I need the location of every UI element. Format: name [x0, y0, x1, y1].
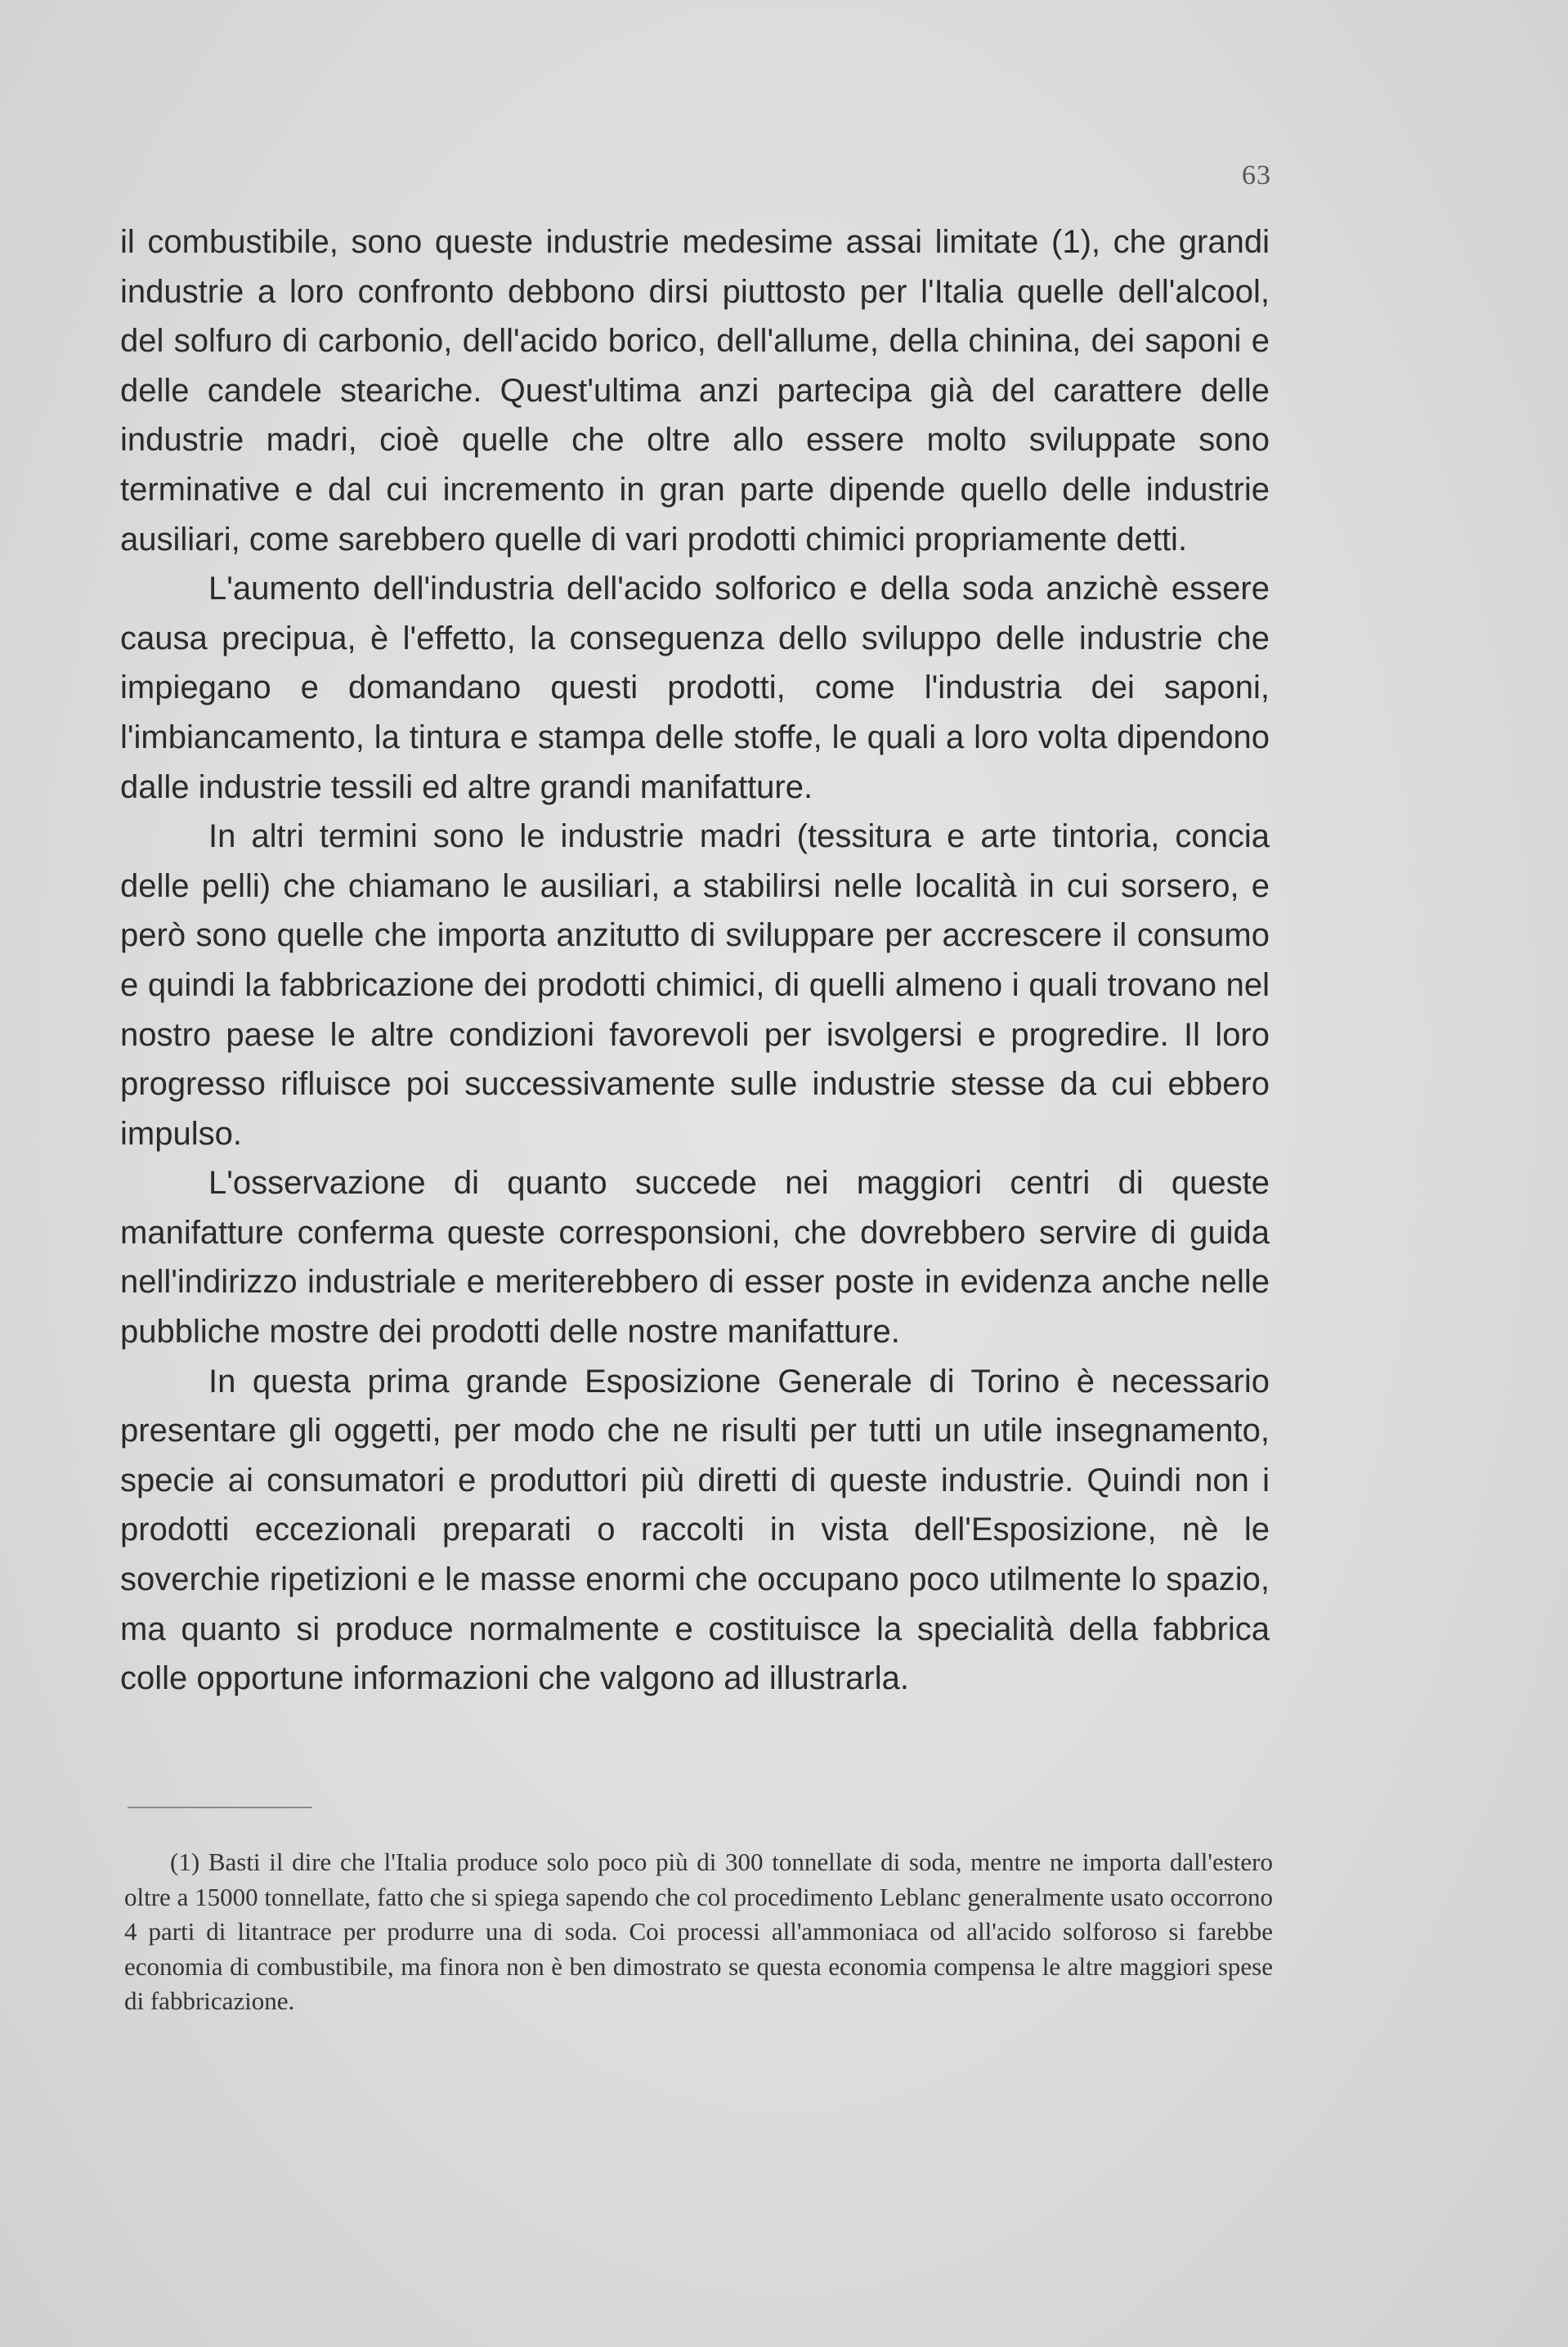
footnote-divider — [128, 1807, 312, 1808]
paragraph-esposizione-torino: In questa prima grande Esposizione Generale di Torino è necessario presentare gli oggetti, per modo che ne risulti per tutti un utile insegnamento, specie ai consumatori e produttori più diretti di queste industrie. Quindi non i prodotti eccezionali preparati o raccolti in vista dell'Esposizione, nè le soverchie ripetizioni e le masse enormi che occupano poco utilmente lo spazio, ma quanto si produce normalmente e costituisce la specialità della fabbrica colle opportune informazioni che valgono ad illustrarla. — [120, 1363, 1270, 1697]
paragraph-acido-solforico: L'aumento dell'industria dell'acido solforico e della soda anzichè essere causa precipua, è l'effetto, la conseguenza dello sviluppo delle industrie che impiegano e domandano questi prodotti, come l'industria dei saponi, l'imbiancamento, la tintura e stampa delle stoffe, le quali a loro volta dipendono dalle industrie tessili ed altre grandi manifatture. — [120, 571, 1270, 805]
page-number: 63 — [1242, 160, 1271, 190]
footnote-text: (1) Basti il dire che l'Italia produce solo poco più di 300 tonnellate di soda, mentre ne importa dall'estero oltre a 15000 tonnellate, fatto che si spiega sapendo che col procedimento Leblanc generalmente usato occorrono 4 parti di litantrace per produrre una di soda. Coi processi all'ammoniaca od all'acido solforoso si farebbe economia di combustibile, ma finora non è ben dimostrato se questa economia compensa le altre maggiori spese di fabbricazione. — [124, 1848, 1273, 2015]
paragraph-industrie-madri: In altri termini sono le industrie madri (tessitura e arte tintoria, concia delle pelli) che chiamano le ausiliari, a stabilirsi nelle località in cui sorsero, e però sono quelle che importa anzitutto di sviluppare per accrescere il consumo e quindi la fabbricazione dei prodotti chimici, di quelli almeno i quali trovano nel nostro paese le altre condizioni favorevoli per isvolgersi e progredire. Il loro progresso rifluisce poi successivamente sulle industrie stesse da cui ebbero impulso. — [120, 818, 1270, 1152]
paragraph-continuation: il combustibile, sono queste industrie medesime assai limitate (1), che grandi industrie a loro confronto debbono dirsi piuttosto per l'Italia quelle dell'alcool, del solfuro di carbonio, dell'acido borico, dell'allume, della chinina, dei saponi e delle candele steariche. Quest'ultima anzi partecipa già del carattere delle industrie madri, cioè quelle che oltre allo essere molto sviluppate sono terminative e dal cui incremento in gran parte dipende quello delle industrie ausiliari, come sarebbero quelle di vari prodotti chimici propriamente detti. — [120, 224, 1270, 558]
paragraph-osservazione: L'osservazione di quanto succede nei maggiori centri di queste manifatture conferma queste corresponsioni, che dovrebbero servire di guida nell'indirizzo industriale e meriterebbero di esser poste in evidenza anche nelle pubbliche mostre dei prodotti delle nostre manifatture. — [120, 1165, 1270, 1350]
body-text — [120, 217, 1270, 1704]
footnote — [124, 1845, 1273, 2019]
